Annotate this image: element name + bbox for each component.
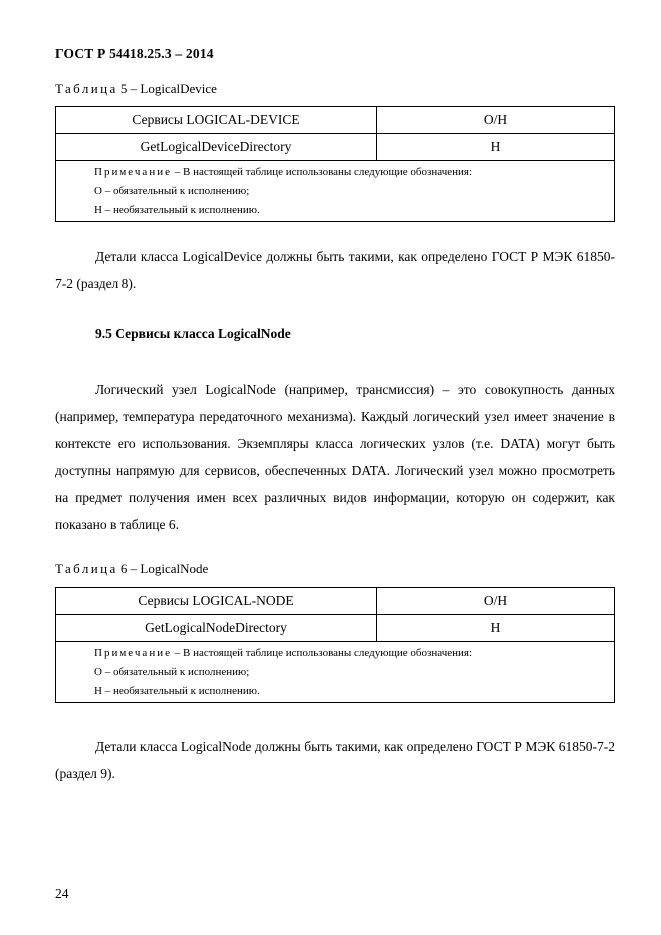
table-6-note-line-2: О – обязательный к исполнению; xyxy=(94,666,250,678)
table-6-caption xyxy=(55,561,208,577)
section-heading: 9.5 Сервисы класса LogicalNode xyxy=(95,326,291,341)
table-5-caption-text: 5 – LogicalDevice xyxy=(117,81,217,96)
table-6-note-prefix: Примечание xyxy=(94,647,172,659)
table-6-note-line-3: Н – необязательный к исполнению. xyxy=(94,685,260,697)
document-header: ГОСТ Р 54418.25.3 – 2014 xyxy=(55,46,214,61)
table-6-header-services: Сервисы LOGICAL-NODE xyxy=(56,588,377,615)
table-5-note-line-3: Н – необязательный к исполнению. xyxy=(94,204,260,216)
table-6-cell-service: GetLogicalNodeDirectory xyxy=(56,615,377,642)
table-5-note-prefix: Примечание xyxy=(94,166,172,178)
table-row xyxy=(56,161,615,222)
table-row xyxy=(56,642,615,703)
table-5-note-text: – В настоящей таблице использованы следующие обозначения: xyxy=(171,166,473,178)
paragraph-logical-node-details: Детали класса LogicalNode должны быть такими, как определено ГОСТ Р МЭК 61850-7-2 (раздел 9). xyxy=(55,739,615,781)
table-6-note-text: – В настоящей таблице использованы следующие обозначения: xyxy=(171,647,473,659)
table-6-header-mandatory: О/Н xyxy=(377,588,615,615)
table-5-note-line-1 xyxy=(94,163,614,182)
table-5-caption-prefix: Таблица xyxy=(55,81,118,96)
table-5-cell-service: GetLogicalDeviceDirectory xyxy=(56,134,377,161)
table-5-header-services: Сервисы LOGICAL-DEVICE xyxy=(56,107,377,134)
page-number: 24 xyxy=(55,886,69,901)
table-6 xyxy=(55,587,615,703)
table-5-note xyxy=(56,161,615,222)
table-5-header-mandatory: О/Н xyxy=(377,107,615,134)
table-5-note-line-2: О – обязательный к исполнению; xyxy=(94,185,250,197)
table-6-caption-prefix: Таблица xyxy=(55,561,118,576)
table-5 xyxy=(55,106,615,222)
paragraph-logical-node-description: Логический узел LogicalNode (например, трансмиссия) – это совокупность данных (например, температура передаточного механизма). Каждый логический узел имеет значение в контексте его использования. Экземпляры класса логических узлов (т.е. DATA) могут быть доступны напрямую для сервисов, обеспеченных DATA. Логический узел можно просмотреть на предмет получения имен всех различных видов информации, которую он содержит, как показано в таблице 6. xyxy=(55,382,615,532)
table-row xyxy=(56,588,615,615)
table-5-caption xyxy=(55,81,217,97)
table-6-caption-text: 6 – LogicalNode xyxy=(117,561,209,576)
table-5-cell-flag: Н xyxy=(377,134,615,161)
table-row xyxy=(56,134,615,161)
table-row xyxy=(56,615,615,642)
table-6-note xyxy=(56,642,615,703)
table-row xyxy=(56,107,615,134)
paragraph-logical-device-details: Детали класса LogicalDevice должны быть такими, как определено ГОСТ Р МЭК 61850-7-2 (раздел 8). xyxy=(55,249,615,291)
table-6-note-line-1 xyxy=(94,644,614,663)
table-6-cell-flag: Н xyxy=(377,615,615,642)
